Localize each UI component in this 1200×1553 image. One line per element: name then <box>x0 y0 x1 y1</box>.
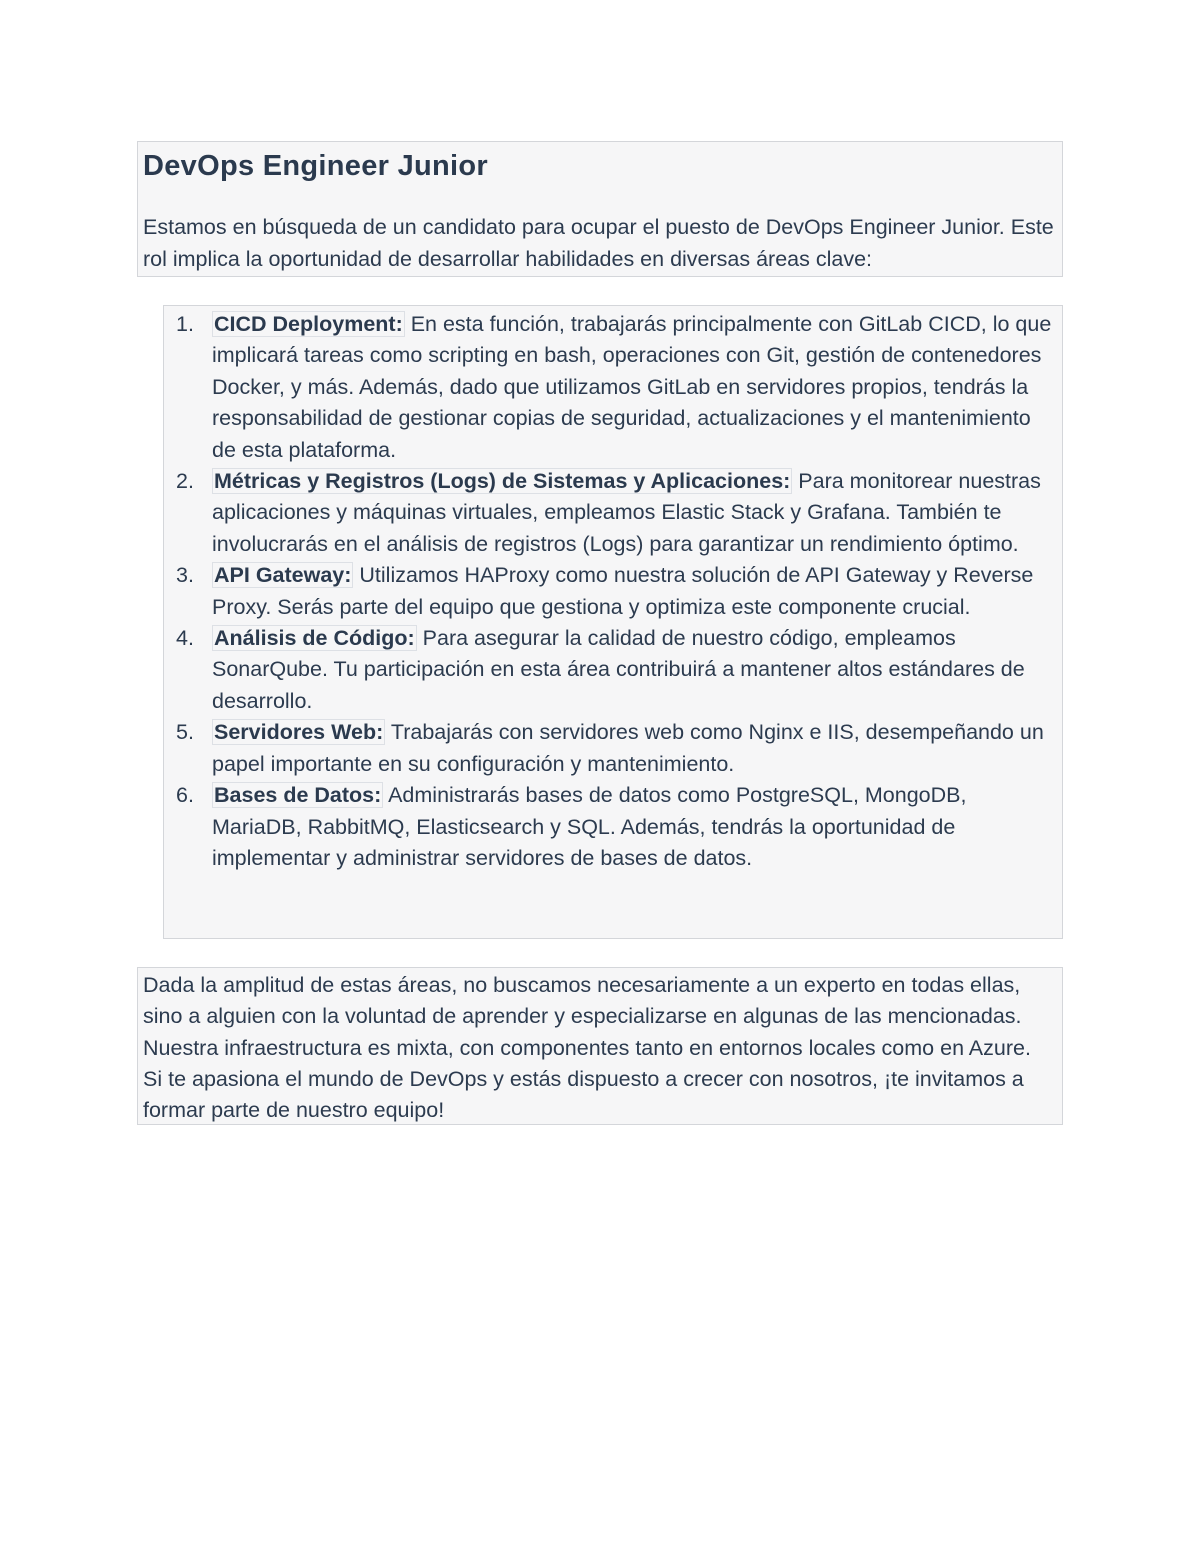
list-item <box>164 780 1058 874</box>
list-item <box>164 466 1058 560</box>
list-item-number: 4. <box>176 626 194 651</box>
list-item-text: Trabajarás con servidores web como Nginx e IIS, desempeñando un papel importante en su configuración y mantenimiento. <box>212 720 1044 776</box>
list-item-title: API Gateway: <box>214 563 352 588</box>
list-item-text: Administrarás bases de datos como PostgreSQL, MongoDB, MariaDB, RabbitMQ, Elasticsearch y SQL. Además, tendrás la oportunidad de implementar y administrar servidores de bases de datos. <box>212 783 967 870</box>
key-areas-section <box>163 305 1063 939</box>
closing-paragraph: Dada la amplitud de estas áreas, no buscamos necesariamente a un experto en todas ellas, sino a alguien con la voluntad de aprender y especializarse en algunas de las mencionadas. Nuestra infraestructura es mixta, con componentes tanto en entornos locales como en Azure. Si te apasiona el mundo de DevOps y estás dispuesto a crecer con nosotros, ¡te invitamos a formar parte de nuestro equipo! <box>143 973 1031 1123</box>
list-item-title: Servidores Web: <box>214 720 384 745</box>
list-item-number: 1. <box>176 312 194 336</box>
list-item-text: Para monitorear nuestras aplicaciones y máquinas virtuales, empleamos Elastic Stack y Grafana. También te involucrarás en el análisis de registros (Logs) para garantizar un rendimiento óptimo. <box>212 469 1041 556</box>
list-item-text: Para asegurar la calidad de nuestro código, empleamos SonarQube. Tu participación en esta área contribuirá a mantener altos estándares de desarrollo. <box>212 626 1025 713</box>
list-item-number: 5. <box>176 720 194 745</box>
closing-section <box>137 967 1063 1125</box>
intro-paragraph: Estamos en búsqueda de un candidato para ocupar el puesto de DevOps Engineer Junior. Este rol implica la oportunidad de desarrollar habilidades en diversas áreas clave: <box>143 215 1054 271</box>
list-item <box>164 309 1058 466</box>
list-item-number: 3. <box>176 563 194 588</box>
list-item-title: Bases de Datos: <box>214 783 382 808</box>
job-title: DevOps Engineer Junior <box>143 150 489 182</box>
list-item-text: En esta función, trabajarás principalmente con GitLab CICD, lo que implicará tareas como scripting en bash, operaciones con Git, gestión de contenedores Docker, y más. Además, dado que utilizamos GitLab en servidores propios, tendrás la responsabilidad de gestionar copias de seguridad, actualizaciones y el mantenimiento de esta plataforma. <box>212 312 1052 462</box>
list-item-title: Métricas y Registros (Logs) de Sistemas y Aplicaciones: <box>214 469 791 494</box>
intro-section <box>137 141 1063 277</box>
list-item-number: 2. <box>176 469 194 494</box>
list-item-number: 6. <box>176 783 194 808</box>
list-item <box>164 717 1058 780</box>
list-item-title: CICD Deployment: <box>214 312 403 336</box>
list-item <box>164 623 1058 717</box>
list-item <box>164 560 1058 623</box>
key-areas-list <box>164 309 1058 874</box>
list-item-text: Utilizamos HAProxy como nuestra solución de API Gateway y Reverse Proxy. Serás parte del equipo que gestiona y optimiza este componente crucial. <box>212 563 1034 619</box>
list-item-title: Análisis de Código: <box>214 626 415 651</box>
